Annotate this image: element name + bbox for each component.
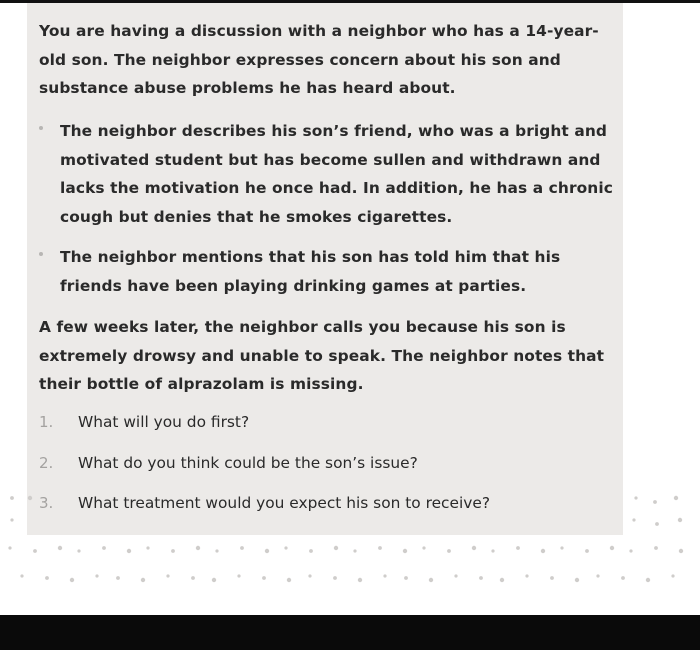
decorative-dot <box>358 578 362 582</box>
decorative-dot <box>95 574 98 577</box>
decorative-dot <box>70 578 74 582</box>
decorative-dot <box>127 549 131 553</box>
decorative-dot <box>646 578 650 582</box>
decorative-dot <box>629 549 632 552</box>
decorative-dot <box>422 546 425 549</box>
decorative-dot <box>33 549 37 553</box>
decorative-dot <box>541 549 545 553</box>
decorative-dot <box>265 549 269 553</box>
decorative-dot <box>560 546 563 549</box>
decorative-dot <box>212 578 216 582</box>
decorative-dot <box>454 574 457 577</box>
decorative-dot <box>215 549 218 552</box>
decorative-dot <box>429 578 433 582</box>
bullet-text: The neighbor describes his son’s friend, who was a bright and motivated student but has become sullen and withdrawn and lacks the motivation he once had. In addition, he has a chronic cough but denies that he smokes cigarettes. <box>60 122 613 226</box>
question-text: What treatment would you expect his son to receive? <box>78 494 491 512</box>
decorative-dot <box>284 546 287 549</box>
decorative-dot <box>383 574 386 577</box>
question-text: What will you do first? <box>78 413 250 431</box>
decorative-dot <box>20 574 23 577</box>
decorative-dot <box>472 546 476 550</box>
decorative-dot <box>191 576 195 580</box>
decorative-dot <box>58 546 62 550</box>
decorative-dot <box>550 576 554 580</box>
decorative-dot <box>500 578 504 582</box>
decorative-dot <box>240 546 244 550</box>
question-number: 2. <box>39 454 54 472</box>
intro-paragraph: You are having a discussion with a neighbor who has a 14-year-old son. The neighbor expresses concern about his son and substance abuse problems he has heard about. <box>39 22 599 97</box>
decorative-dot <box>334 546 338 550</box>
decorative-dot <box>596 574 599 577</box>
decorative-dot <box>655 522 659 526</box>
bullet-text: The neighbor mentions that his son has told him that his friends have been playing drinking games at parties. <box>60 248 561 295</box>
decorative-dot <box>575 578 579 582</box>
decorative-dot <box>525 574 528 577</box>
decorative-dot <box>262 576 266 580</box>
followup-paragraph: A few weeks later, the neighbor calls you because his son is extremely drowsy and unable to speak. The neighbor notes that their bottle of alprazolam is missing. <box>39 318 605 393</box>
decorative-dot <box>10 496 14 500</box>
decorative-dot <box>679 549 683 553</box>
decorative-dot <box>171 549 175 553</box>
decorative-dot <box>308 574 311 577</box>
decorative-dot <box>102 546 106 550</box>
decorative-dot <box>671 574 674 577</box>
decorative-dot <box>378 546 382 550</box>
decorative-dot <box>634 496 637 499</box>
decorative-dot <box>196 546 200 550</box>
decorative-dot <box>491 549 494 552</box>
question-number: 1. <box>39 413 54 431</box>
decorative-dot <box>654 546 658 550</box>
decorative-dot <box>610 546 614 550</box>
decorative-dot <box>632 518 635 521</box>
decorative-dot <box>674 496 678 500</box>
decorative-dot <box>116 576 120 580</box>
decorative-dot <box>141 578 145 582</box>
decorative-dot <box>146 546 149 549</box>
question-text: What do you think could be the son’s issue? <box>78 454 418 472</box>
bottom-bar <box>0 615 700 650</box>
decorative-dot <box>653 500 657 504</box>
decorative-dot <box>678 518 682 522</box>
decorative-dot <box>10 518 13 521</box>
decorative-dot <box>45 576 49 580</box>
decorative-dot <box>309 549 313 553</box>
decorative-dot <box>166 574 169 577</box>
decorative-dot <box>585 549 589 553</box>
decorative-dot <box>28 496 32 500</box>
decorative-dot <box>403 549 407 553</box>
decorative-dot <box>404 576 408 580</box>
decorative-dot <box>237 574 240 577</box>
decorative-dot <box>621 576 625 580</box>
decorative-dot <box>287 578 291 582</box>
decorative-dot <box>77 549 80 552</box>
decorative-dot <box>333 576 337 580</box>
decorative-dot <box>516 546 520 550</box>
decorative-dot <box>353 549 356 552</box>
decorative-dot <box>447 549 451 553</box>
question-number: 3. <box>39 494 54 512</box>
decorative-dot <box>479 576 483 580</box>
decorative-dot <box>8 546 11 549</box>
